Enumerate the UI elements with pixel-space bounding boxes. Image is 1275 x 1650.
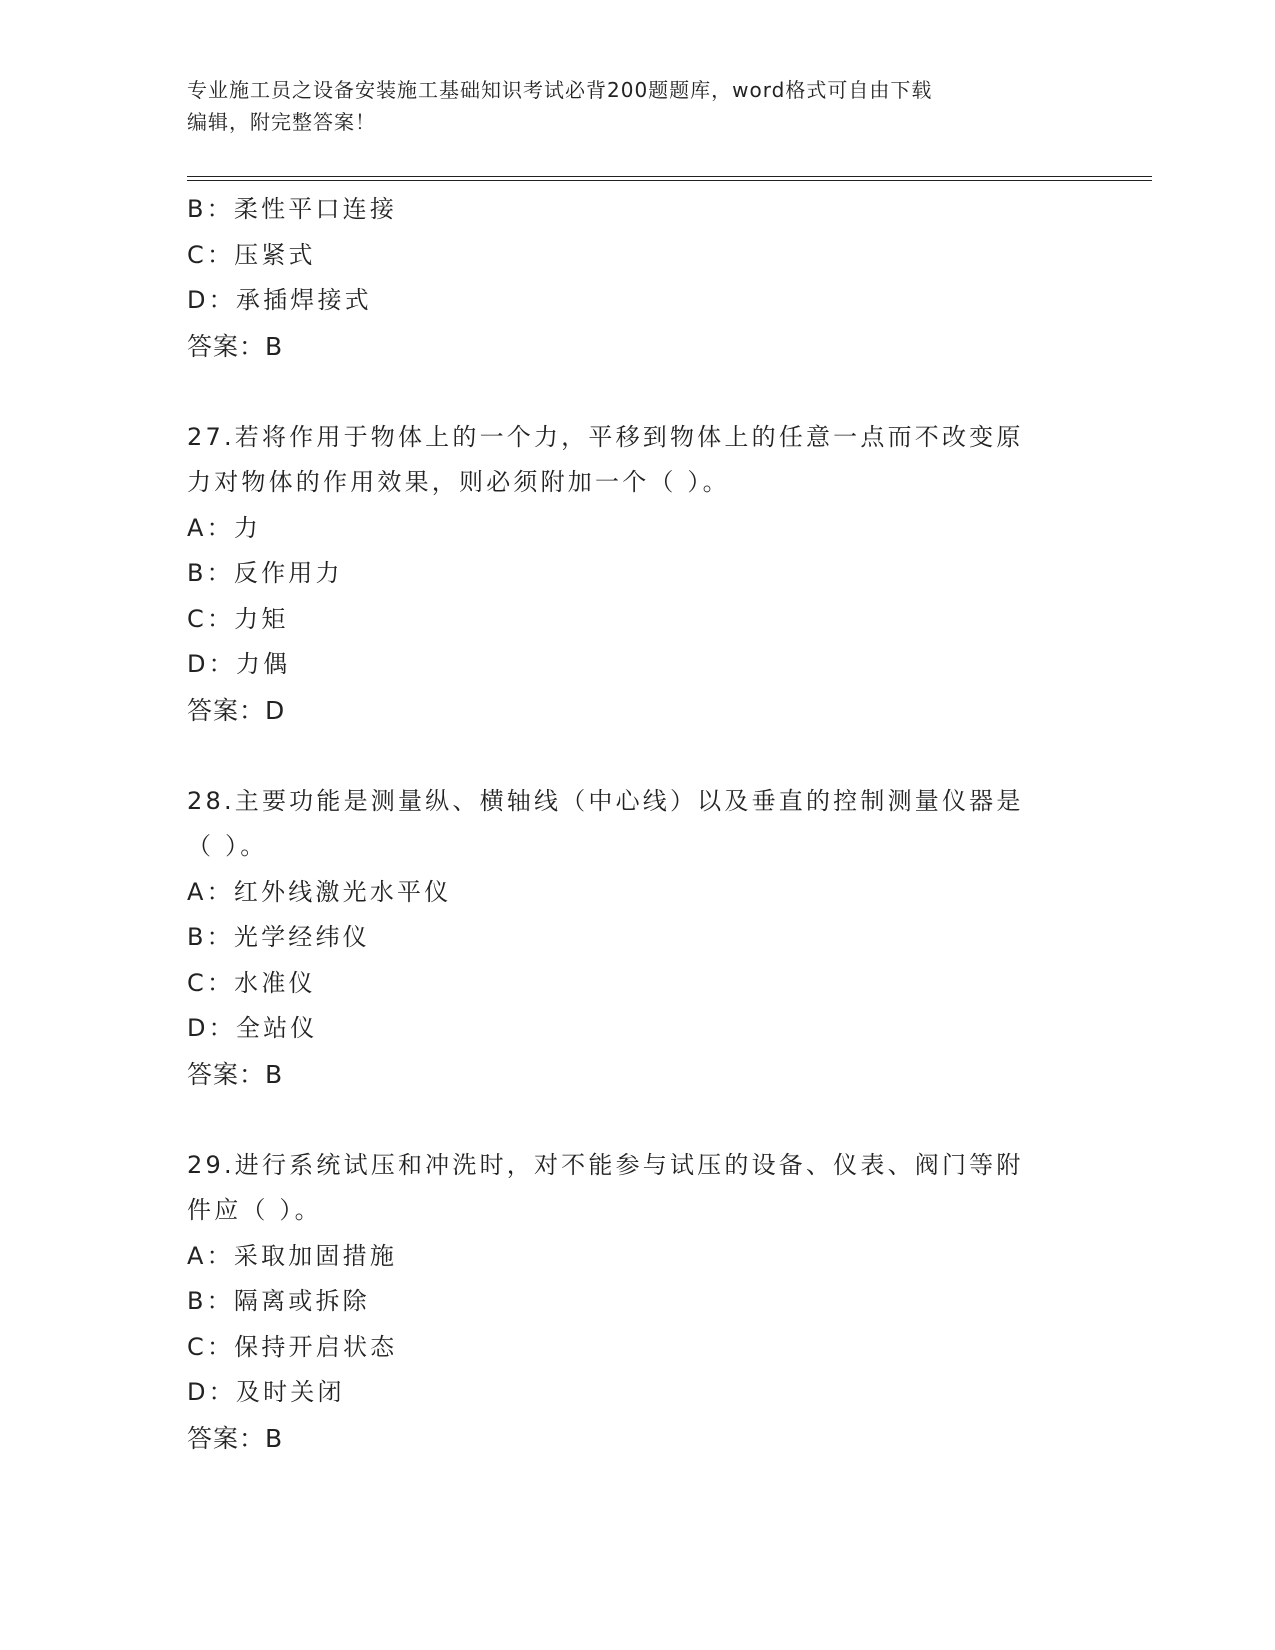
header-line-2: 编辑，附完整答案！ (187, 110, 376, 134)
option-line: D：全站仪 (187, 1014, 318, 1042)
answer-line: 答案：B (187, 331, 284, 361)
option-line: C：保持开启状态 (187, 1332, 398, 1361)
answer-line: 答案：B (187, 1059, 284, 1089)
answer-line: 答案：D (187, 695, 286, 725)
spacer (187, 733, 1087, 779)
option-line: A：采取加固措施 (187, 1241, 398, 1270)
question-28 (187, 779, 1087, 1098)
option-line: A：红外线激光水平仪 (187, 877, 452, 906)
option-line: B：光学经纬仪 (187, 923, 370, 951)
answer-line: 答案：B (187, 1423, 284, 1453)
question-stem-line: （ ）。 (187, 832, 268, 860)
document-header (187, 74, 1067, 138)
option-line: C：水准仪 (187, 968, 316, 997)
option-line: B：隔离或拆除 (187, 1287, 370, 1315)
header-divider (187, 176, 1152, 181)
option-line: D：承插焊接式 (187, 286, 372, 314)
option-line: D：力偶 (187, 650, 291, 678)
question-content (187, 187, 1087, 1461)
question-stem-line: 力对物体的作用效果，则必须附加一个（ ）。 (187, 468, 730, 496)
continued-question (187, 187, 1087, 369)
option-line: A：力 (187, 513, 262, 542)
question-stem-line: 件应（ ）。 (187, 1196, 322, 1224)
question-stem-line: 28.主要功能是测量纵、横轴线（中心线）以及垂直的控制测量仪器是 (187, 786, 1024, 815)
spacer (187, 1097, 1087, 1143)
option-line: B：反作用力 (187, 559, 343, 587)
question-stem-line: 27.若将作用于物体上的一个力，平移到物体上的任意一点而不改变原 (187, 422, 1024, 451)
option-line: C：压紧式 (187, 240, 316, 269)
question-29 (187, 1143, 1087, 1462)
option-line: C：力矩 (187, 604, 289, 633)
header-line-1: 专业施工员之设备安装施工基础知识考试必背200题题库，word格式可自由下载 (187, 78, 933, 102)
option-line: B：柔性平口连接 (187, 195, 398, 223)
question-stem-line: 29.进行系统试压和冲洗时，对不能参与试压的设备、仪表、阀门等附 (187, 1150, 1024, 1179)
question-27 (187, 415, 1087, 734)
option-line: D：及时关闭 (187, 1378, 345, 1406)
spacer (187, 369, 1087, 415)
